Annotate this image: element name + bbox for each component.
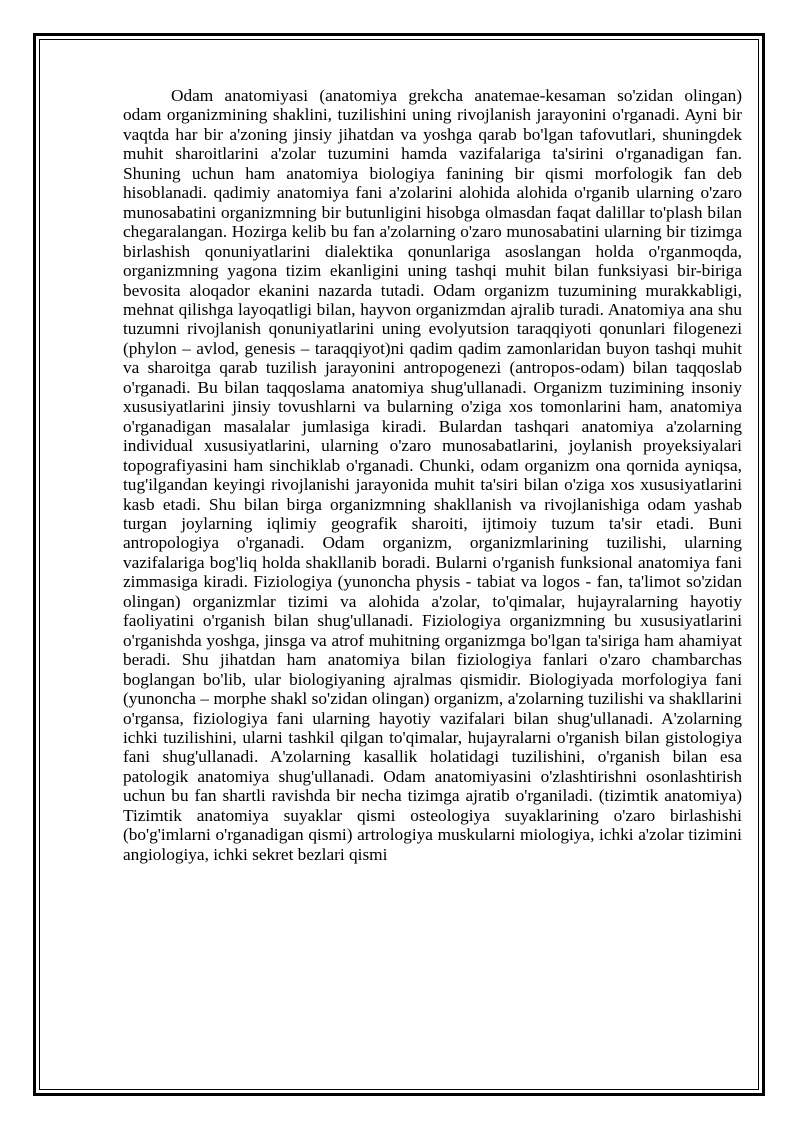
body-paragraph: Odam anatomiyasi (anatomiya grekcha anatemae-kesaman so'zidan olingan) odam organizmining shaklini, tuzilishini uning rivojlanish jarayonini o'rganadi. Ayni bir vaqtda har bir a'zoning jinsiy jihatdan va yoshga qarab bo'lgan tafovutlari, shuningdek muhit sharoitlarini a'zolar tuzumini hamda vazifalariga ta'sirini o'rganadigan fan. Shuning uchun ham anatomiya biologiya fanining bir qismi morfologik fan deb hisoblanadi. qadimiy anatomiya fani a'zolarini alohida alohida o'rganib ularning o'zaro munosabatini organizmning bir butunligini hisobga olmasdan faqat dalillar to'plash bilan chegaralangan. Hozirga kelib bu fan a'zolarning o'zaro munosabatini ularning bir tizimga birlashish qonuniyatlarini dialektika qonunlariga asoslangan holda o'rganmoqda, organizmning yagona tizim ekanligini uning tashqi muhit bilan funksiyasi bir-biriga bevosita aloqador ekanini nazarda tutadi. Odam organizm tuzumining murakkabligi, mehnat qilishga layoqatligi bilan, hayvon organizmdan ajralib turadi. Anatomiya ana shu tuzumni rivojlanish qonuniyatlarini uning evolyutsion taraqqiyoti qonunlari filogenezi (phylon – avlod, genesis – taraqqiyot)ni qadim qadim zamonlaridan buyon tashqi muhit va sharoitga qarab tuzilish jarayonini antropogenezi (antropos-odam) bilan taqqoslab o'rganadi. Bu bilan taqqoslama anatomiya shug'ullanadi. Organizm tuzimining insoniy xususiyatlarini jinsiy tovushlarni va bularning o'ziga xos tomonlarini ham, anatomiya o'rganadigan masalalar jumlasiga kiradi. Bulardan tashqari anatomiya a'zolarning individual xususiyatlarini, ularning o'zaro munosabatlarini, joylanish proyeksiyalari topografiyasini ham sinchiklab o'rganadi. Chunki, odam organizm ona qornida ayniqsa, tug'ilgandan keyingi rivojlanishi jarayonida muhit ta'siri bilan o'ziga xos xususiyatlarini kasb etadi. Shu bilan birga organizmning shakllanish va rivojlanishiga odam yashab turgan joylarning iqlimiy geografik sharoiti, ijtimoiy tuzum ta'sir etadi. Buni antropologiya o'rganadi. Odam organizm, organizmlarining tuzilishi, ularning vazifalariga bog'liq holda shakllanib boradi. Bularni o'rganish funksional anatomiya fani zimmasiga kiradi. Fiziologiya (yunoncha physis - tabiat va logos - fan, ta'limot so'zidan olingan) organizmlar tizimi va alohida a'zolar, to'qimalar, hujayralarning hayotiy faoliyatini o'rganish bilan shug'ullanadi. Fiziologiya organizmning bu xususiyatlarini o'rganishda yoshga, jinsga va atrof muhitning organizmga bo'lgan ta'siriga ham ahamiyat beradi. Shu jihatdan ham anatomiya bilan fiziologiya fanlari o'zaro chambarchas boglangan bo'lib, ular biologiyaning ajralmas qismidir. Biologiyada morfologiya fani (yunoncha – morphe shakl so'zidan olingan) organizm, a'zolarning tuzilishi va shakllarini o'rgansa, fiziologiya fani ularning hayotiy vazifalari bilan shug'ullanadi. A'zolarning ichki tuzilishini, ularni tashkil qilgan to'qimalar, hujayralarni o'rganish bilan gistologiya fani shug'ullanadi. A'zolarning kasallik holatidagi tuzilishini, o'rganish bilan esa patologik anatomiya shug'ullanadi. Odam anatomiyasini o'zlashtirishni osonlashtirish uchun bu fan shartli ravishda bir necha tizimga ajratib o'rganiladi. (tizimtik anatomiya) Tizimtik anatomiya suyaklar qismi osteologiya suyaklarining o'zaro birlashishi (bo'g'imlarni o'rganadigan qismi) artrologiya muskularni miologiya, ichki a'zolar tizimini angiologiya, ichki sekret bezlari qismi <box>123 86 742 864</box>
